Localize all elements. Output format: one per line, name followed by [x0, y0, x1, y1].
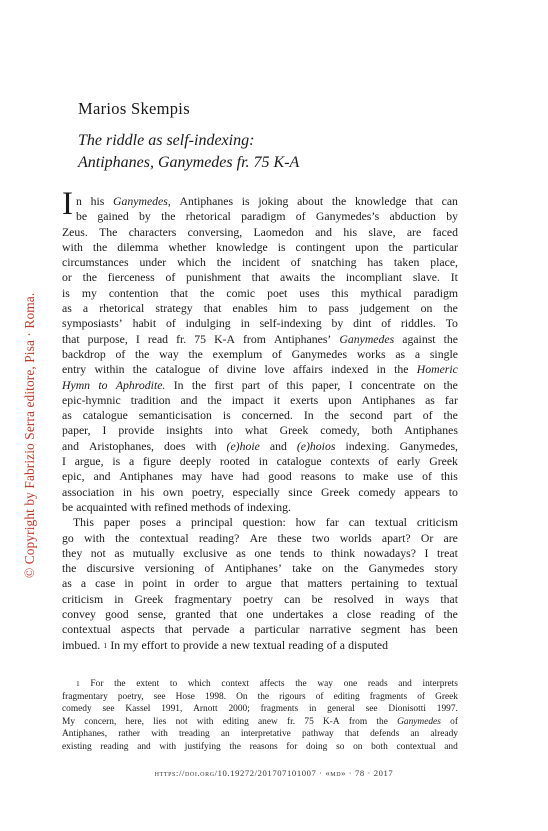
footnotes [62, 678, 458, 754]
body-line: epic-hymnic tradition and the impact it exerts upon Antiphanes as far [62, 393, 458, 407]
footnote-line: comedy see Kassel 1991, Arnott 2000; fragments in general see Dionisotti 1997. [62, 704, 458, 715]
article-title [78, 130, 299, 174]
footnote-line: 1 For the extent to which context affects the way one reads and interprets [76, 679, 458, 689]
body-line: as a case in point in order to argue that matters pertaining to textual [62, 577, 458, 591]
body-line: epic, and Antiphanes may have had good reasons to make use of this [62, 470, 458, 484]
body-line: entry within the catalogue of divine love affairs indexed in the Homeric [62, 363, 458, 377]
body-line: This paper poses a principal question: how far can textual criticism [73, 516, 458, 530]
title-line-2: Antiphanes, Ganymedes fr. 75 K-A [78, 154, 300, 171]
body-line: they not as mutually exclusive as one tends to think nowadays? I treat [62, 546, 458, 560]
page-footer: https://doi.org/10.19272/201707101007 · «md» · 78 · 2017 [154, 768, 394, 778]
body-line: criticism in Greek fragmentary poetry can be resolved in ways that [62, 592, 458, 606]
body-line: is my contention that the comic poet uses this mythical paradigm [62, 286, 458, 300]
body-line: the discursive versioning of Antiphanes’ take on the Ganymedes story [62, 562, 458, 576]
body-line: as catalogue semanticisation is concerned. In the second part of the [62, 409, 458, 423]
footnote-line: My concern, here, lies not with editing anew fr. 75 K-A from the Ganymedes of [62, 716, 458, 727]
body-line: that purpose, I read fr. 75 K-A from Antiphanes’ Ganymedes against the [62, 332, 458, 346]
body-line: Zeus. The characters conversing, Laomedon and his slave, are faced [62, 225, 458, 239]
body-line: n his Ganymedes, Antiphanes is joking about the knowledge that can [76, 195, 458, 208]
drop-cap: I [62, 186, 73, 222]
body-line: backdrop of the way the exemplum of Ganymedes works as a single [62, 347, 458, 361]
body-line: circumstances under which the incident of snatching has taken place, [62, 256, 458, 270]
body-line: symposiasts’ habit of indulging in self-indexing by dint of riddles. To [62, 317, 458, 331]
body-line: be acquainted with refined methods of indexing. [62, 500, 291, 514]
body-line: contextual aspects that pervade a particular narrative segment has been [62, 623, 458, 637]
body-line: paper, I provide insights into what Greek comedy, both Antiphanes [62, 424, 458, 438]
body-line: I argue, is a figure deeply rooted in catalogue contexts of early Greek [62, 455, 458, 469]
body-line: with the dilemma whether knowledge is contingent upon the particular [62, 240, 458, 254]
copyright-margin-note: © Copyright by Fabrizio Serra editore, Pisa · Roma. [22, 292, 37, 578]
body-line: go with the contextual reading? Are these two worlds apart? Or are [62, 531, 458, 545]
footnote-line: Antiphanes, rather with treading an interpretative pathway that defends an already [62, 729, 458, 740]
title-line-1: The riddle as self-indexing: [78, 132, 255, 149]
body-line: or the fierceness of punishment that awaits the incompliant slave. It [62, 271, 458, 285]
body-line: association in his own poetry, especially since Greek comedy appears to [62, 485, 458, 499]
body-line: Hymn to Aphrodite. In the first part of this paper, I concentrate on the [62, 378, 458, 392]
author-name: Marios Skempis [78, 99, 190, 118]
body-text [62, 186, 458, 653]
body-line: convey good sense, granted that one undertakes a close reading of the [62, 608, 458, 622]
body-line: be gained by the rhetorical paradigm of Ganymedes’s abduction by [76, 210, 458, 224]
body-line: imbued. 1 In my effort to provide a new textual reading of a disputed [62, 638, 388, 652]
footnote-line: fragmentary poetry, see Hose 1998. On the rigours of editing fragments of Greek [62, 691, 458, 702]
body-line: as a rhetorical strategy that enables him to pass judgement on the [62, 302, 458, 316]
body-line: and Aristophanes, does with (e)hoie and (e)hoios indexing. Ganymedes, [62, 439, 458, 453]
footnote-line: existing reading and with justifying the reasons for doing so on both contextual and [62, 741, 458, 752]
